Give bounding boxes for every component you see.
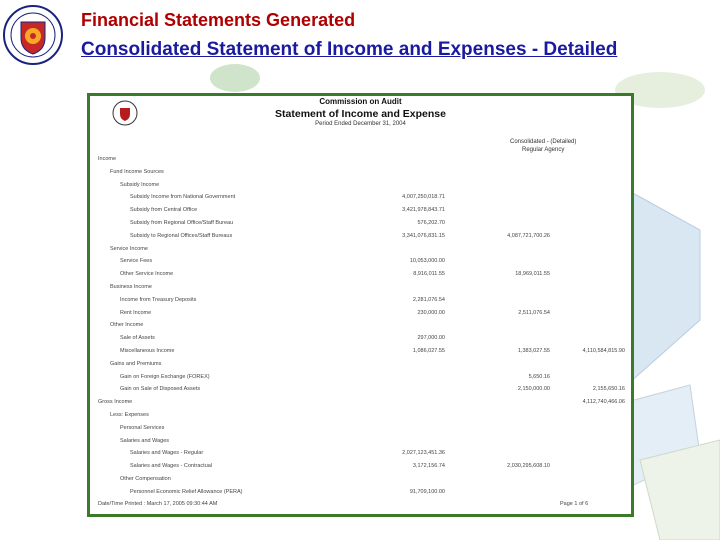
statement-row (90, 271, 631, 281)
row-amount-c1: 3,172,156.74 (412, 463, 445, 470)
statement-row (90, 220, 631, 230)
row-amount-c1: 297,000.00 (417, 335, 445, 342)
row-amount-c1: 8,916,011.55 (413, 271, 445, 278)
row-label: Income (98, 156, 117, 162)
row-label: Gross Income (98, 399, 133, 406)
statement-row (90, 450, 631, 460)
row-label: Rent Income (120, 309, 152, 316)
statement-row (90, 297, 631, 307)
row-amount-c3: 2,155,650.16 (592, 386, 625, 393)
row-amount-c2: 5,650.16 (528, 373, 550, 380)
document-title: Statement of Income and Expense (275, 108, 446, 120)
row-amount-c2: 2,030,295,608.10 (507, 463, 550, 470)
slide-subtitle: Consolidated Statement of Income and Expenses - Detailed (81, 39, 618, 60)
statement-row (90, 476, 631, 486)
row-amount-c2: 4,087,721,700.26 (507, 232, 550, 239)
row-amount-c1: 230,000.00 (417, 309, 445, 316)
row-label: Personnel Economic Relief Allowance (PERA) (130, 488, 243, 495)
row-amount-c1: 576,202.70 (417, 220, 445, 226)
row-amount-c1: 3,421,978,843.71 (402, 207, 445, 214)
row-amount-c1: 2,027,123,451.36 (402, 450, 445, 457)
row-amount-c1: 91,709,100.00 (409, 488, 445, 495)
row-label: Miscellaneous Income (120, 348, 175, 354)
statement-row (90, 374, 631, 384)
statement-row (90, 233, 631, 243)
row-amount-c1: 10,053,000.00 (409, 258, 445, 265)
statement-row (90, 425, 631, 435)
row-amount-c1: 3,341,076,831.15 (402, 232, 445, 239)
statement-row (90, 310, 631, 320)
statement-row (90, 386, 631, 396)
row-label: Gains and Premiums (110, 360, 162, 367)
row-label: Salaries and Wages (120, 437, 170, 444)
document-agency: Commission on Audit (319, 97, 402, 106)
row-label: Personal Services (120, 424, 165, 431)
statement-row (90, 412, 631, 422)
document-preview-frame (87, 93, 634, 517)
statement-row (90, 489, 631, 499)
row-amount-c2: 2,150,000.00 (517, 386, 550, 393)
document-footer-left: Date/Time Printed : March 17, 2005 09:30:44 AM (98, 501, 218, 507)
row-label: Less: Expenses (110, 412, 149, 418)
row-amount-c1: 2,281,076.54 (412, 296, 445, 303)
document-period: Period Ended December 31, 2004 (315, 121, 406, 127)
statement-row (90, 284, 631, 294)
row-label: Fund Income Sources (110, 168, 164, 175)
row-label: Subsidy from Regional Office/Staff Bureau (130, 220, 234, 226)
row-label: Subsidy to Regional Offices/Staff Bureaus (130, 232, 233, 239)
agency-type: Regular Agency (522, 147, 565, 153)
statement-row (90, 169, 631, 179)
row-label: Other Compensation (120, 476, 171, 482)
statement-row (90, 322, 631, 332)
row-label: Business Income (110, 284, 152, 290)
statement-row (90, 335, 631, 345)
row-amount-c2: 2,511,076.54 (518, 309, 550, 316)
slide-title: Financial Statements Generated (81, 10, 356, 30)
row-label: Gain on Sale of Disposed Assets (120, 386, 201, 393)
statement-row (90, 258, 631, 268)
statement-row (90, 182, 631, 192)
statement-row (90, 156, 631, 166)
row-amount-c3: 4,112,740,466.06 (582, 399, 625, 406)
statement-row (90, 399, 631, 409)
row-label: Gain on Foreign Exchange (FOREX) (120, 373, 210, 380)
row-label: Service Fees (120, 258, 153, 265)
row-label: Subsidy from Central Office (130, 207, 198, 214)
document-footer-right: Page 1 of 6 (560, 501, 589, 507)
row-amount-c2: 18,969,011.55 (515, 271, 550, 278)
statement-document (90, 96, 631, 514)
row-label: Service Income (110, 245, 148, 252)
row-amount-c1: 1,086,027.55 (412, 348, 445, 354)
statement-row (90, 438, 631, 448)
statement-row (90, 246, 631, 256)
row-label: Subsidy Income (120, 181, 160, 188)
row-amount-c3: 4,110,584,815.90 (582, 348, 625, 354)
coa-seal-logo (2, 4, 64, 66)
row-label: Other Service Income (120, 271, 174, 278)
statement-row (90, 194, 631, 204)
row-label: Other Income (110, 322, 144, 329)
row-label: Subsidy Income from National Government (130, 194, 236, 201)
statement-row (90, 348, 631, 358)
row-label: Salaries and Wages - Contractual (130, 463, 213, 470)
statement-row (90, 361, 631, 371)
row-label: Income from Treasury Deposits (120, 296, 197, 303)
report-type: Consolidated - (Detailed) (510, 139, 577, 145)
statement-row (90, 463, 631, 473)
row-amount-c2: 1,383,027.55 (517, 348, 550, 354)
row-label: Sale of Assets (120, 335, 155, 342)
row-label: Salaries and Wages - Regular (130, 450, 204, 457)
row-amount-c1: 4,007,250,018.71 (402, 194, 445, 201)
document-header-right (510, 138, 576, 154)
statement-row (90, 207, 631, 217)
